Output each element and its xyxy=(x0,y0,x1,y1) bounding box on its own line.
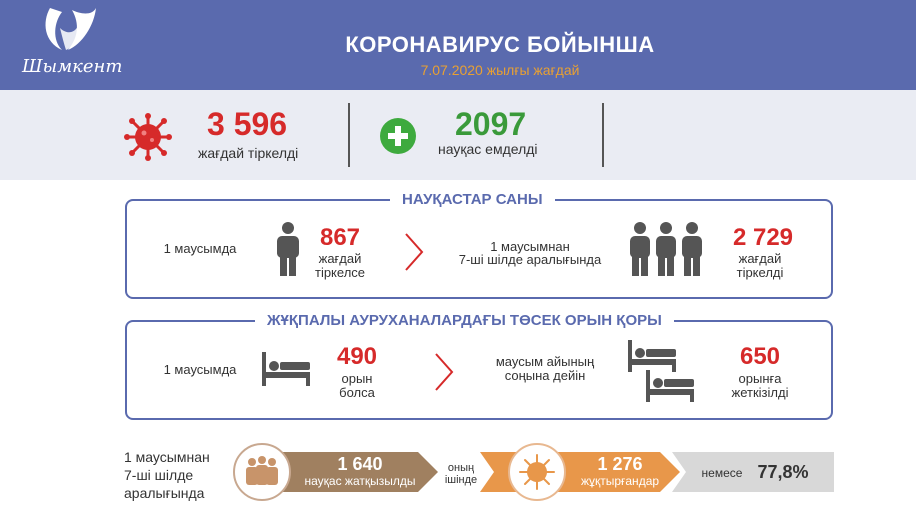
header-bar xyxy=(0,0,916,90)
beds-left-label-1: орын xyxy=(341,371,373,386)
patients-right-label-2: тіркелді xyxy=(736,265,784,280)
logo-text: Шымкент xyxy=(22,56,123,77)
hospitalized-value: 1 640 xyxy=(337,454,383,474)
patients-title: НАУҚАСТАР САНЫ xyxy=(390,191,555,208)
recovered-value: 2097 xyxy=(455,106,527,142)
cases-label: жағдай тіркелді xyxy=(198,145,299,161)
divider xyxy=(348,103,350,167)
patients-left-period: 1 маусымда xyxy=(163,241,237,256)
cases-value: 3 596 xyxy=(207,106,288,142)
bed-icon xyxy=(262,352,312,386)
beds-left-value: 490 xyxy=(336,343,378,370)
infected-value: 1 276 xyxy=(597,454,643,474)
hospitalized-label: науқас жатқызылды xyxy=(304,474,416,488)
bottom-period-line-3: аралығында xyxy=(124,485,205,501)
chevron-right-icon xyxy=(402,232,426,272)
among-line-1: оның xyxy=(447,462,475,474)
or-label: немесе xyxy=(701,466,743,480)
bed-icon xyxy=(646,370,696,402)
beds-left-label-2: болса xyxy=(339,385,375,400)
beds-right-period-2: соңына дейін xyxy=(504,368,586,383)
patients-right-label-1: жағдай xyxy=(738,251,782,266)
people-circle xyxy=(233,443,291,501)
plus-icon xyxy=(380,118,416,154)
infected-label: жұқтырғандар xyxy=(580,474,660,488)
beds-right-period-1: маусым айының xyxy=(495,354,595,369)
patients-right-period-2: 7-ші шілде аралығында xyxy=(458,252,602,267)
person-icon xyxy=(274,222,302,278)
people-group-icon xyxy=(628,222,704,278)
among-line-2: ішінде xyxy=(444,474,478,486)
chevron-right-icon xyxy=(432,352,456,392)
beds-right-label-1: орынға xyxy=(738,371,782,386)
beds-left-period: 1 маусымда xyxy=(163,362,237,377)
patients-left-value: 867 xyxy=(319,224,361,251)
recovered-label: науқас емделді xyxy=(438,141,538,157)
virus-circle xyxy=(508,443,566,501)
bottom-period xyxy=(124,448,210,502)
bed-icon xyxy=(628,340,678,372)
divider xyxy=(602,103,604,167)
beds-title: ЖҰҚПАЛЫ АУРУХАНАЛАРДАҒЫ ТӨСЕК ОРЫН ҚОРЫ xyxy=(255,312,674,329)
page-title: КОРОНАВИРУС БОЙЫНША xyxy=(345,32,655,57)
bottom-period-line-2: 7-ші шілде xyxy=(124,467,194,483)
patients-left-label-1: жағдай xyxy=(318,251,362,266)
beds-right-label-2: жеткізілді xyxy=(731,385,789,400)
percent-value: 77,8% xyxy=(757,462,809,482)
bottom-period-line-1: 1 маусымнан xyxy=(124,449,210,465)
beds-right-value: 650 xyxy=(739,343,781,370)
patients-right-value: 2 729 xyxy=(732,224,794,251)
patients-left-label-2: тіркелсе xyxy=(314,265,366,280)
patients-right-period-1: 1 маусымнан xyxy=(490,239,570,254)
page-date: 7.07.2020 жылғы жағдай xyxy=(420,62,580,78)
virus-icon xyxy=(124,113,172,161)
